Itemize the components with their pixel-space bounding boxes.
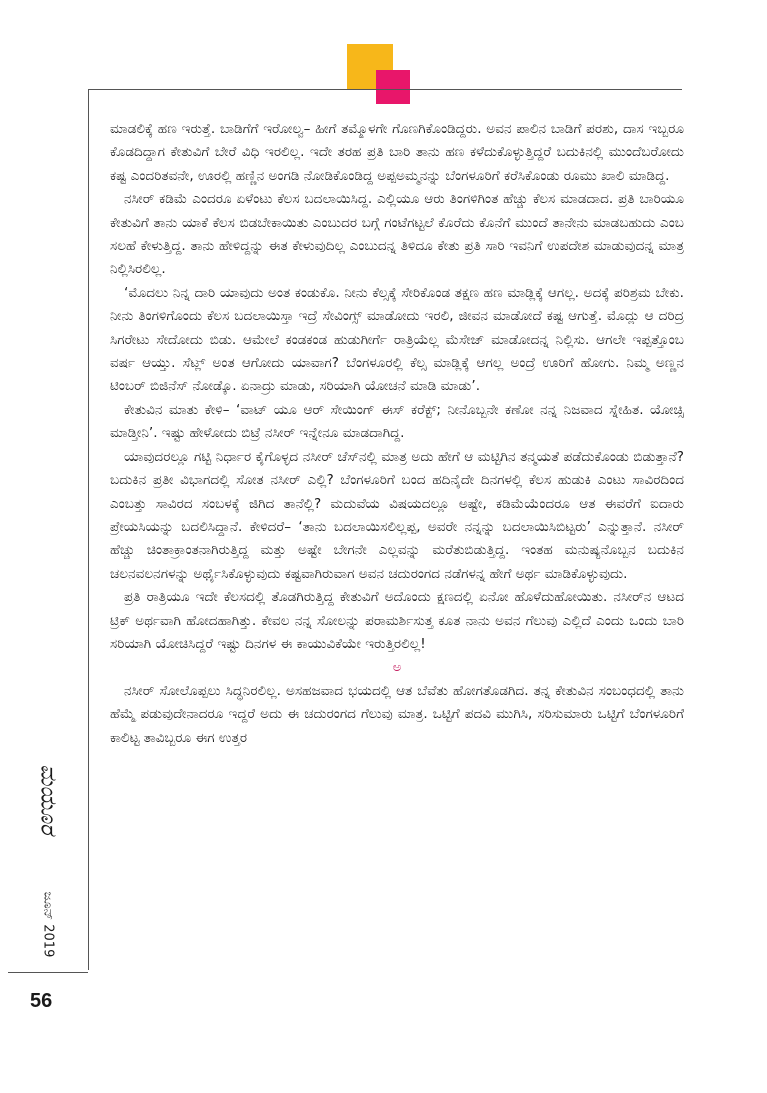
side-label xyxy=(28,735,68,985)
paragraph: ‘ಮೊದಲು ನಿನ್ನ ದಾರಿ ಯಾವುದು ಅಂತ ಕಂಡುಕೊ. ನೀನು ಕೆಲ್ಸಕ್ಕೆ ಸೇರಿಕೊಂಡ ತಕ್ಷಣ ಹಣ ಮಾಡ್ಲಿಕ್ಕೆ ಆಗಲ್ಲ. ಅದಕ್ಕೆ ಪರಿಶ್ರಮ ಬೇಕು. ನೀನು ತಿಂಗಳಿಗೊಂದು ಕೆಲಸ ಬದಲಾಯಿಸ್ತಾ ಇದ್ರೆ ಸೇವಿಂಗ್ಸ್ ಮಾಡೋದು ಇರಲಿ, ಜೀವನ ಮಾಡೋದೆ ಕಷ್ಟ ಆಗುತ್ತೆ. ಮೊದ್ಲು ಆ ದರಿದ್ರ ಸಿಗರೇಟು ಸೇದೋದು ಬಿಡು. ಆಮೇಲೆ ಕಂಡಕಂಡ ಹುಡುಗೀರ್ಗೆ ರಾತ್ರಿಯೆಲ್ಲ ಮೆಸೇಜ್ ಮಾಡೋದನ್ನ ನಿಲ್ಲಿಸು. ಆಗಲೇ ಇಪ್ಪತ್ತೊಂಬ ವರ್ಷ ಆಯ್ತು. ಸೆಟ್ಲ್ ಅಂತ ಆಗೋದು ಯಾವಾಗ? ಬೆಂಗಳೂರಲ್ಲಿ ಕೆಲ್ಸ ಮಾಡ್ಲಿಕ್ಕೆ ಆಗಲ್ಲ ಅಂದ್ರೆ ಊರಿಗೆ ಹೋಗು. ನಿಮ್ಮ ಅಣ್ಣನ ಟಿಂಬರ್ ಬಿಜಿನೆಸ್ ನೋಡ್ಕೊ. ಏನಾದ್ರು ಮಾಡು, ಸರಿಯಾಗಿ ಯೋಚನೆ ಮಾಡಿ ಮಾಡು’. xyxy=(110,284,684,395)
section-separator: ಅ xyxy=(392,660,402,676)
paragraph: ಕೇತುವಿನ ಮಾತು ಕೇಳಿ– ‘ವಾಟ್ ಯೂ ಆರ್ ಸೇಯಿಂಗ್ ಈಸ್ ಕರೆಕ್ಟ್; ನೀನೊಬ್ಬನೇ ಕಣೋ ನನ್ನ ನಿಜವಾದ ಸ್ನೇಹಿತ. ಯೋಚ್ಸಿ ಮಾಡ್ತೀನಿ’. ಇಷ್ಟು ಹೇಳೋದು ಬಿಟ್ರೆ ನಸೀರ್ ಇನ್ನೇನೂ ಮಾಡದಾಗಿದ್ದ. xyxy=(110,401,684,442)
paragraph: ನಸೀರ್ ಕಡಿಮೆ ಎಂದರೂ ಏಳೆಂಟು ಕೆಲಸ ಬದಲಾಯಿಸಿದ್ದ. ಎಲ್ಲಿಯೂ ಆರು ತಿಂಗಳಿಗಿಂತ ಹೆಚ್ಚು ಕೆಲಸ ಮಾಡದಾದ. ಪ್ರತಿ ಬಾರಿಯೂ ಕೇತುವಿಗೆ ತಾನು ಯಾಕೆ ಕೆಲಸ ಬಿಡಬೇಕಾಯಿತು ಎಂಬುದರ ಬಗ್ಗೆ ಗಂಟೆಗಟ್ಟಲೆ ಕೊರೆದು ಕೊನೆಗೆ ಮುಂದೆ ತಾನೇನು ಮಾಡಬಹುದು ಎಂಬ ಸಲಹೆ ಕೇಳುತ್ತಿದ್ದ. ತಾನು ಹೇಳಿದ್ದನ್ನು ಈತ ಕೇಳುವುದಿಲ್ಲ ಎಂಬುದನ್ನ ತಿಳಿದೂ ಕೇತು ಪ್ರತಿ ಸಾರಿ ಇವನಿಗೆ ಉಪದೇಶ ಮಾಡುವುದನ್ನ ಮಾತ್ರ ನಿಲ್ಲಿಸಿರಲಿಲ್ಲ. xyxy=(110,191,684,278)
magazine-title: ಮಯೂರ xyxy=(35,764,61,835)
decorative-pink-square xyxy=(376,70,410,104)
footer-rule xyxy=(8,972,88,973)
side-rule xyxy=(88,89,89,970)
paragraph: ಯಾವುದರಲ್ಲೂ ಗಟ್ಟಿ ನಿರ್ಧಾರ ಕೈಗೊಳ್ಳದ ನಸೀರ್ ಚೆಸ್‌ನಲ್ಲಿ ಮಾತ್ರ ಅದು ಹೇಗೆ ಆ ಮಟ್ಟಿಗಿನ ತನ್ಮಯತೆ ಪಡೆದುಕೊಂಡು ಬಿಡುತ್ತಾನೆ? ಬದುಕಿನ ಪ್ರತೀ ವಿಭಾಗದಲ್ಲಿ ಸೋತ ನಸೀರ್ ಎಲ್ಲಿ? ಬೆಂಗಳೂರಿಗೆ ಬಂದ ಹದಿನೈದೇ ದಿನಗಳಲ್ಲಿ ಕೆಲಸ ಹುಡುಕಿ ಎಂಟು ಸಾವಿರದಿಂದ ಎಂಬತ್ತು ಸಾವಿರದ ಸಂಬಳಕ್ಕೆ ಜಿಗಿದ ತಾನೆಲ್ಲಿ? ಮದುವೆಯ ವಿಷಯದಲ್ಲೂ ಅಷ್ಟೇ, ಕಡಿಮೆಯೆಂದರೂ ಆತ ಈವರೆಗೆ ಐದಾರು ಪ್ರೇಯಸಿಯನ್ನು ಬದಲಿಸಿದ್ದಾನೆ. ಕೇಳಿದರೆ– ‘ತಾನು ಬದಲಾಯಿಸಲಿಲ್ಲಪ್ಪ, ಅವರೇ ನನ್ನನ್ನು ಬದಲಾಯಿಸಿಬಿಟ್ಟರು’ ಎನ್ನುತ್ತಾನೆ. ನಸೀರ್ ಹೆಚ್ಚು ಚಿಂತಾಕ್ರಾಂತನಾಗಿರುತ್ತಿದ್ದ ಮತ್ತು ಅಷ್ಟೇ ಬೇಗನೇ ಎಲ್ಲವನ್ನು ಮರೆತುಬಿಡುತ್ತಿದ್ದ. ಇಂತಹ ಮನುಷ್ಯನೊಬ್ಬನ ಬದುಕಿನ ಚಲನವಲನಗಳನ್ನು ಅರ್ಥೈಸಿಕೊಳ್ಳುವುದು ಕಷ್ಟವಾಗಿರುವಾಗ ಅವನ ಚದುರಂಗದ ನಡೆಗಳನ್ನ ಹೇಗೆ ಅರ್ಥ ಮಾಡಿಕೊಳ್ಳುವುದು. xyxy=(110,448,684,582)
page-number: 56 xyxy=(30,990,53,1012)
article-body xyxy=(110,118,684,750)
top-rule xyxy=(88,89,682,90)
paragraph: ಮಾಡಲಿಕ್ಕೆ ಹಣ ಇರುತ್ತೆ. ಬಾಡಿಗೆಗೆ ಇರೋಲ್ವ– ಹೀಗೆ ತಮ್ಮೊಳಗೇ ಗೊಣಗಿಕೊಂಡಿದ್ದರು. ಅವನ ಪಾಲಿನ ಬಾಡಿಗೆ ಪರಶು, ದಾಸ ಇಬ್ಬರೂ ಕೊಡದಿದ್ದಾಗ ಕೇತುವಿಗೆ ಬೇರೆ ವಿಧಿ ಇರಲಿಲ್ಲ. ಇದೇ ತರಹ ಪ್ರತಿ ಬಾರಿ ತಾನು ಹಣ ಕಳೆದುಕೊಳ್ಳುತ್ತಿದ್ದರೆ ಬದುಕಿನಲ್ಲಿ ಮುಂದೆಬರೋದು ಕಷ್ಟ ಎಂದರಿತವನೇ, ಊರಲ್ಲಿ ಹಣ್ಣಿನ ಅಂಗಡಿ ನೋಡಿಕೊಂಡಿದ್ದ ಅಪ್ಪಅಮ್ಮನನ್ನು ಬೆಂಗಳೂರಿಗೆ ಕರೆಸಿಕೊಂಡು ರೂಮು ಖಾಲಿ ಮಾಡಿದ್ದ. xyxy=(110,121,684,184)
paragraph: ನಸೀರ್ ಸೋಲೊಪ್ಪಲು ಸಿದ್ಧನಿರಲಿಲ್ಲ. ಅಸಹಜವಾದ ಭಯದಲ್ಲಿ ಆತ ಬೆವೆತು ಹೋಗತೊಡಗಿದ. ತನ್ನ ಕೇತುವಿನ ಸಂಬಂಧದಲ್ಲಿ ತಾನು ಹೆಮ್ಮೆ ಪಡುವುದೇನಾದರೂ ಇದ್ದರೆ ಅದು ಈ ಚದುರಂಗದ ಗೆಲುವು ಮಾತ್ರ. ಒಟ್ಟಿಗೆ ಪದವಿ ಮುಗಿಸಿ, ಸರಿಸುಮಾರು ಒಟ್ಟಿಗೆ ಬೆಂಗಳೂರಿಗೆ ಕಾಲಿಟ್ಟ ತಾವಿಬ್ಬರೂ ಈಗ ಉತ್ತರ xyxy=(110,682,684,746)
issue-date: ಜೂನ್ 2019 xyxy=(40,891,56,958)
paragraph: ಪ್ರತಿ ರಾತ್ರಿಯೂ ಇದೇ ಕೆಲಸದಲ್ಲಿ ತೊಡಗಿರುತ್ತಿದ್ದ ಕೇತುವಿಗೆ ಅದೊಂದು ಕ್ಷಣದಲ್ಲಿ ಏನೋ ಹೊಳೆದುಹೋಯಿತು. ನಸೀರ್‌ನ ಆಟದ ಟ್ರಿಕ್ ಅರ್ಥವಾಗಿ ಹೋದಹಾಗಿತ್ತು. ಕೇವಲ ನನ್ನ ಸೋಲನ್ನು ಪರಾಮರ್ಶಿಸುತ್ತ ಕೂತ ನಾನು ಅವನ ಗೆಲುವು ಎಲ್ಲಿದೆ ಎಂದು ಒಂದು ಬಾರಿ ಸರಿಯಾಗಿ ಯೋಚಿಸಿದ್ದರೆ ಇಷ್ಟು ದಿನಗಳ ಈ ಕಾಯುವಿಕೆಯೇ ಇರುತ್ತಿರಲಿಲ್ಲ! xyxy=(110,589,684,652)
